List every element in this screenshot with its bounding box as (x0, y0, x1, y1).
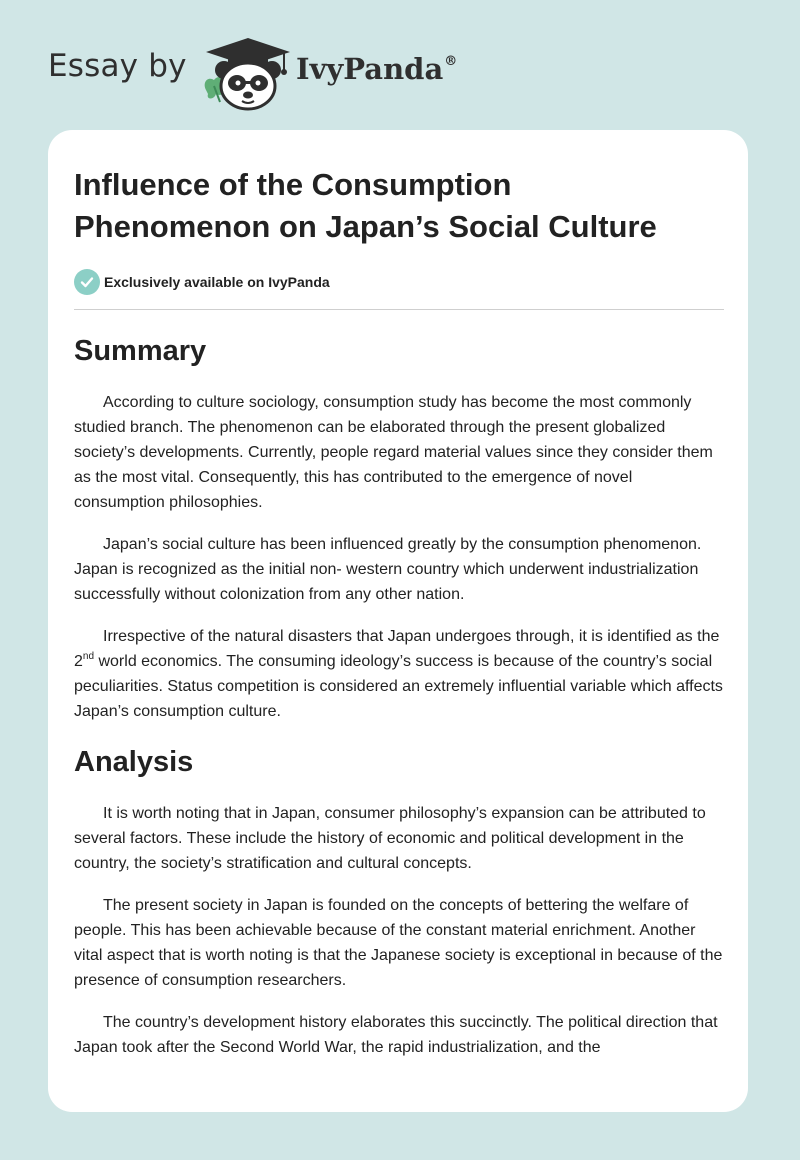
divider (74, 309, 724, 310)
paragraph: The present society in Japan is founded on the concepts of bettering the welfare of people. This has been achievable because of the constant material enrichment. Another vital aspect that is worth noting is that the Japanese society is exceptional in because of the presence of consumption researchers. (74, 897, 723, 989)
exclusive-badge (74, 269, 724, 295)
title-line-1: Influence of the Consumption (74, 167, 512, 202)
brand-name[interactable]: IvyPanda® (296, 52, 458, 86)
title-line-2: Phenomenon on Japan’s Social Culture (74, 209, 657, 244)
essay-card (48, 130, 748, 1112)
exclusive-label: Exclusively available on IvyPanda (104, 274, 330, 290)
paragraph: Japan’s social culture has been influenced greatly by the consumption phenomenon. Japan is recognized as the initial non- western country which underwent industrialization successfully without colonization from any other nation. (74, 536, 702, 603)
site-header (48, 30, 768, 110)
paragraph: It is worth noting that in Japan, consumer philosophy’s expansion can be attributed to several factors. These include the history of economic and political development in the country, the society’s stratification and cultural concepts. (74, 805, 706, 872)
section-heading-analysis: Analysis (74, 746, 194, 778)
essay-by-label: Essay by (48, 48, 187, 84)
essay-title (74, 164, 724, 248)
panda-graduate-icon[interactable] (200, 36, 296, 112)
paragraph: The country’s development history elaborates this succinctly. The political direction that Japan took after the Second World War, the rapid industrialization, and the (74, 1014, 718, 1056)
paragraph: Irrespective of the natural disasters that Japan undergoes through, it is identified as the 2nd world economics. The consuming ideology’s success is because of the country’s social peculiarities. Status competition is considered an extremely influential variable which affects Japan’s consumption culture. (74, 628, 723, 720)
check-circle-icon (74, 269, 100, 295)
paragraph: According to culture sociology, consumption study has become the most commonly studied branch. The phenomenon can be elaborated through the present globalized society’s developments. Currently, people regard material values since they consider them as the most vital. Consequently, this has contributed to the emergence of novel consumption philosophies. (74, 394, 713, 511)
section-heading-summary: Summary (74, 335, 207, 367)
